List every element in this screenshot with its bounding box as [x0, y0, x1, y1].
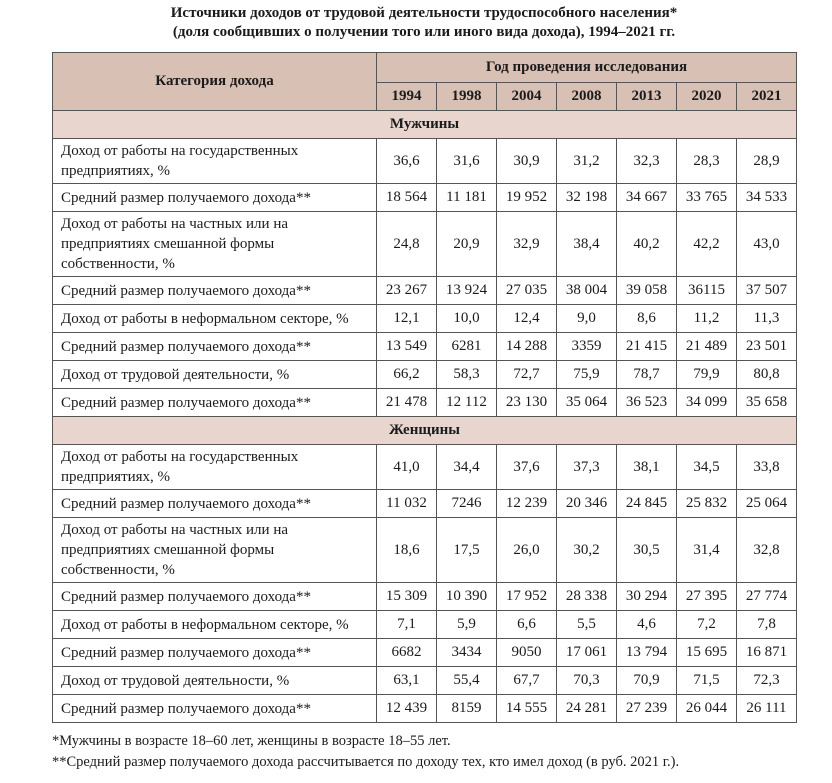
value-cell: 12 112 — [437, 389, 497, 417]
income-category-line: Средний размер получаемого дохода** — [61, 282, 311, 299]
header-row — [53, 53, 797, 83]
value-cell: 25 832 — [677, 490, 737, 518]
value-cell: 63,1 — [377, 667, 437, 695]
value-cell: 72,3 — [737, 667, 797, 695]
section-row — [53, 417, 797, 445]
value-cell: 42,2 — [677, 212, 737, 277]
value-cell: 21 478 — [377, 389, 437, 417]
footnote: *Мужчины в возрасте 18–60 лет, женщины в возрасте 18–55 лет. — [52, 733, 451, 749]
value-cell: 3359 — [557, 333, 617, 361]
value-cell: 7246 — [437, 490, 497, 518]
table-row — [53, 639, 797, 667]
income-category-cell — [53, 389, 377, 417]
year-header: 1994 — [377, 83, 437, 111]
table-header — [53, 53, 797, 111]
value-cell: 40,2 — [617, 212, 677, 277]
income-category-line: Средний размер получаемого дохода** — [61, 189, 311, 206]
income-category-cell — [53, 445, 377, 490]
value-cell: 17,5 — [437, 518, 497, 583]
value-cell: 23 267 — [377, 277, 437, 305]
value-cell: 36,6 — [377, 139, 437, 184]
value-cell: 18 564 — [377, 184, 437, 212]
value-cell: 17 061 — [557, 639, 617, 667]
value-cell: 38 004 — [557, 277, 617, 305]
value-cell: 32,8 — [737, 518, 797, 583]
table-row — [53, 695, 797, 723]
value-cell: 78,7 — [617, 361, 677, 389]
value-cell: 28,3 — [677, 139, 737, 184]
table-row — [53, 490, 797, 518]
income-category-cell — [53, 490, 377, 518]
value-cell: 34 099 — [677, 389, 737, 417]
year-header: 2013 — [617, 83, 677, 111]
value-cell: 20,9 — [437, 212, 497, 277]
year-header: 2004 — [497, 83, 557, 111]
value-cell: 3434 — [437, 639, 497, 667]
value-cell: 30 294 — [617, 583, 677, 611]
table-title-line: (доля сообщивших о получении того или иного вида дохода), 1994–2021 гг. — [172, 24, 676, 40]
table-row — [53, 518, 797, 583]
value-cell: 36115 — [677, 277, 737, 305]
value-cell: 72,7 — [497, 361, 557, 389]
value-cell: 10 390 — [437, 583, 497, 611]
income-category-cell — [53, 695, 377, 723]
income-category-cell — [53, 611, 377, 639]
income-category-line: Средний размер получаемого дохода** — [61, 700, 311, 717]
income-category-line: предприятиях, % — [61, 469, 171, 485]
value-cell: 14 288 — [497, 333, 557, 361]
table-body — [53, 111, 797, 723]
value-cell: 39 058 — [617, 277, 677, 305]
value-cell: 11,2 — [677, 305, 737, 333]
value-cell: 16 871 — [737, 639, 797, 667]
income-category-cell — [53, 583, 377, 611]
income-category-line: собственности, % — [61, 562, 175, 578]
value-cell: 31,4 — [677, 518, 737, 583]
value-cell: 19 952 — [497, 184, 557, 212]
section-title: Мужчины — [53, 111, 797, 139]
table-row — [53, 333, 797, 361]
value-cell: 27 395 — [677, 583, 737, 611]
value-cell: 24 281 — [557, 695, 617, 723]
value-cell: 43,0 — [737, 212, 797, 277]
value-cell: 18,6 — [377, 518, 437, 583]
table-title — [52, 4, 796, 42]
income-category-line: Доход от работы на частных или на — [61, 522, 288, 538]
value-cell: 33,8 — [737, 445, 797, 490]
year-header: 2020 — [677, 83, 737, 111]
value-cell: 27 239 — [617, 695, 677, 723]
value-cell: 67,7 — [497, 667, 557, 695]
value-cell: 6682 — [377, 639, 437, 667]
income-category-line: Доход от трудовой деятельности, % — [61, 672, 290, 689]
table-row — [53, 667, 797, 695]
value-cell: 75,9 — [557, 361, 617, 389]
value-cell: 8159 — [437, 695, 497, 723]
value-cell: 66,2 — [377, 361, 437, 389]
table-row — [53, 277, 797, 305]
value-cell: 21 489 — [677, 333, 737, 361]
value-cell: 35 064 — [557, 389, 617, 417]
income-category-line: Доход от работы на частных или на — [61, 216, 288, 232]
year-header: 1998 — [437, 83, 497, 111]
value-cell: 21 415 — [617, 333, 677, 361]
value-cell: 24 845 — [617, 490, 677, 518]
table-row — [53, 611, 797, 639]
value-cell: 38,1 — [617, 445, 677, 490]
value-cell: 11 181 — [437, 184, 497, 212]
value-cell: 15 695 — [677, 639, 737, 667]
value-cell: 25 064 — [737, 490, 797, 518]
value-cell: 37 507 — [737, 277, 797, 305]
value-cell: 71,5 — [677, 667, 737, 695]
value-cell: 27 774 — [737, 583, 797, 611]
income-category-line: Средний размер получаемого дохода** — [61, 338, 311, 355]
value-cell: 6,6 — [497, 611, 557, 639]
value-cell: 26,0 — [497, 518, 557, 583]
value-cell: 12 439 — [377, 695, 437, 723]
value-cell: 80,8 — [737, 361, 797, 389]
value-cell: 9050 — [497, 639, 557, 667]
value-cell: 12 239 — [497, 490, 557, 518]
income-category-line: Доход от работы на государственных — [61, 449, 299, 465]
income-category-line: Средний размер получаемого дохода** — [61, 644, 311, 661]
value-cell: 4,6 — [617, 611, 677, 639]
value-cell: 30,9 — [497, 139, 557, 184]
value-cell: 13 549 — [377, 333, 437, 361]
value-cell: 23 501 — [737, 333, 797, 361]
value-cell: 7,1 — [377, 611, 437, 639]
section-title: Женщины — [53, 417, 797, 445]
income-category-cell — [53, 212, 377, 277]
value-cell: 55,4 — [437, 667, 497, 695]
value-cell: 34 667 — [617, 184, 677, 212]
income-category-cell — [53, 184, 377, 212]
income-category-cell — [53, 361, 377, 389]
table-row — [53, 212, 797, 277]
value-cell: 32,3 — [617, 139, 677, 184]
income-category-line: собственности, % — [61, 256, 175, 272]
value-cell: 7,2 — [677, 611, 737, 639]
income-category-line: Доход от работы на государственных — [61, 143, 299, 159]
value-cell: 14 555 — [497, 695, 557, 723]
year-header: 2008 — [557, 83, 617, 111]
income-category-cell — [53, 139, 377, 184]
value-cell: 37,6 — [497, 445, 557, 490]
value-cell: 31,2 — [557, 139, 617, 184]
income-category-cell — [53, 305, 377, 333]
value-cell: 15 309 — [377, 583, 437, 611]
value-cell: 5,9 — [437, 611, 497, 639]
value-cell: 9,0 — [557, 305, 617, 333]
income-category-line: Доход от работы в неформальном секторе, % — [61, 310, 349, 327]
income-category-line: Доход от трудовой деятельности, % — [61, 366, 290, 383]
value-cell: 10,0 — [437, 305, 497, 333]
value-cell: 32 198 — [557, 184, 617, 212]
category-header: Категория дохода — [53, 53, 377, 111]
value-cell: 23 130 — [497, 389, 557, 417]
footnotes — [52, 731, 796, 773]
year-group-header: Год проведения исследования — [377, 53, 797, 83]
footnote: **Средний размер получаемого дохода рассчитывается по доходу тех, кто имел доход (в руб. 2021 г.). — [52, 754, 680, 770]
table-row — [53, 139, 797, 184]
value-cell: 70,3 — [557, 667, 617, 695]
value-cell: 27 035 — [497, 277, 557, 305]
value-cell: 11,3 — [737, 305, 797, 333]
income-category-cell — [53, 333, 377, 361]
table-title-line: Источники доходов от трудовой деятельности трудоспособного населения* — [170, 5, 678, 21]
year-header: 2021 — [737, 83, 797, 111]
income-category-cell — [53, 518, 377, 583]
income-category-line: предприятиях смешанной формы — [61, 542, 275, 558]
value-cell: 31,6 — [437, 139, 497, 184]
table-row — [53, 445, 797, 490]
value-cell: 6281 — [437, 333, 497, 361]
value-cell: 28 338 — [557, 583, 617, 611]
value-cell: 36 523 — [617, 389, 677, 417]
income-category-cell — [53, 639, 377, 667]
income-category-line: Средний размер получаемого дохода** — [61, 588, 311, 605]
table-row — [53, 305, 797, 333]
value-cell: 32,9 — [497, 212, 557, 277]
value-cell: 11 032 — [377, 490, 437, 518]
table-row — [53, 184, 797, 212]
value-cell: 26 111 — [737, 695, 797, 723]
income-category-line: предприятиях смешанной формы — [61, 236, 275, 252]
value-cell: 34 533 — [737, 184, 797, 212]
value-cell: 38,4 — [557, 212, 617, 277]
table-row — [53, 583, 797, 611]
table-row — [53, 361, 797, 389]
value-cell: 28,9 — [737, 139, 797, 184]
value-cell: 12,4 — [497, 305, 557, 333]
table-container — [52, 52, 796, 773]
value-cell: 30,5 — [617, 518, 677, 583]
value-cell: 5,5 — [557, 611, 617, 639]
income-category-line: предприятиях, % — [61, 163, 171, 179]
income-sources-table — [52, 52, 797, 723]
value-cell: 13 794 — [617, 639, 677, 667]
value-cell: 13 924 — [437, 277, 497, 305]
table-row — [53, 389, 797, 417]
income-category-cell — [53, 277, 377, 305]
income-category-cell — [53, 667, 377, 695]
value-cell: 24,8 — [377, 212, 437, 277]
value-cell: 70,9 — [617, 667, 677, 695]
value-cell: 30,2 — [557, 518, 617, 583]
section-row — [53, 111, 797, 139]
value-cell: 41,0 — [377, 445, 437, 490]
value-cell: 8,6 — [617, 305, 677, 333]
value-cell: 17 952 — [497, 583, 557, 611]
value-cell: 34,5 — [677, 445, 737, 490]
income-category-line: Доход от работы в неформальном секторе, % — [61, 616, 349, 633]
value-cell: 58,3 — [437, 361, 497, 389]
value-cell: 20 346 — [557, 490, 617, 518]
value-cell: 7,8 — [737, 611, 797, 639]
value-cell: 26 044 — [677, 695, 737, 723]
value-cell: 35 658 — [737, 389, 797, 417]
value-cell: 37,3 — [557, 445, 617, 490]
income-category-line: Средний размер получаемого дохода** — [61, 495, 311, 512]
value-cell: 33 765 — [677, 184, 737, 212]
income-category-line: Средний размер получаемого дохода** — [61, 394, 311, 411]
value-cell: 12,1 — [377, 305, 437, 333]
value-cell: 34,4 — [437, 445, 497, 490]
value-cell: 79,9 — [677, 361, 737, 389]
